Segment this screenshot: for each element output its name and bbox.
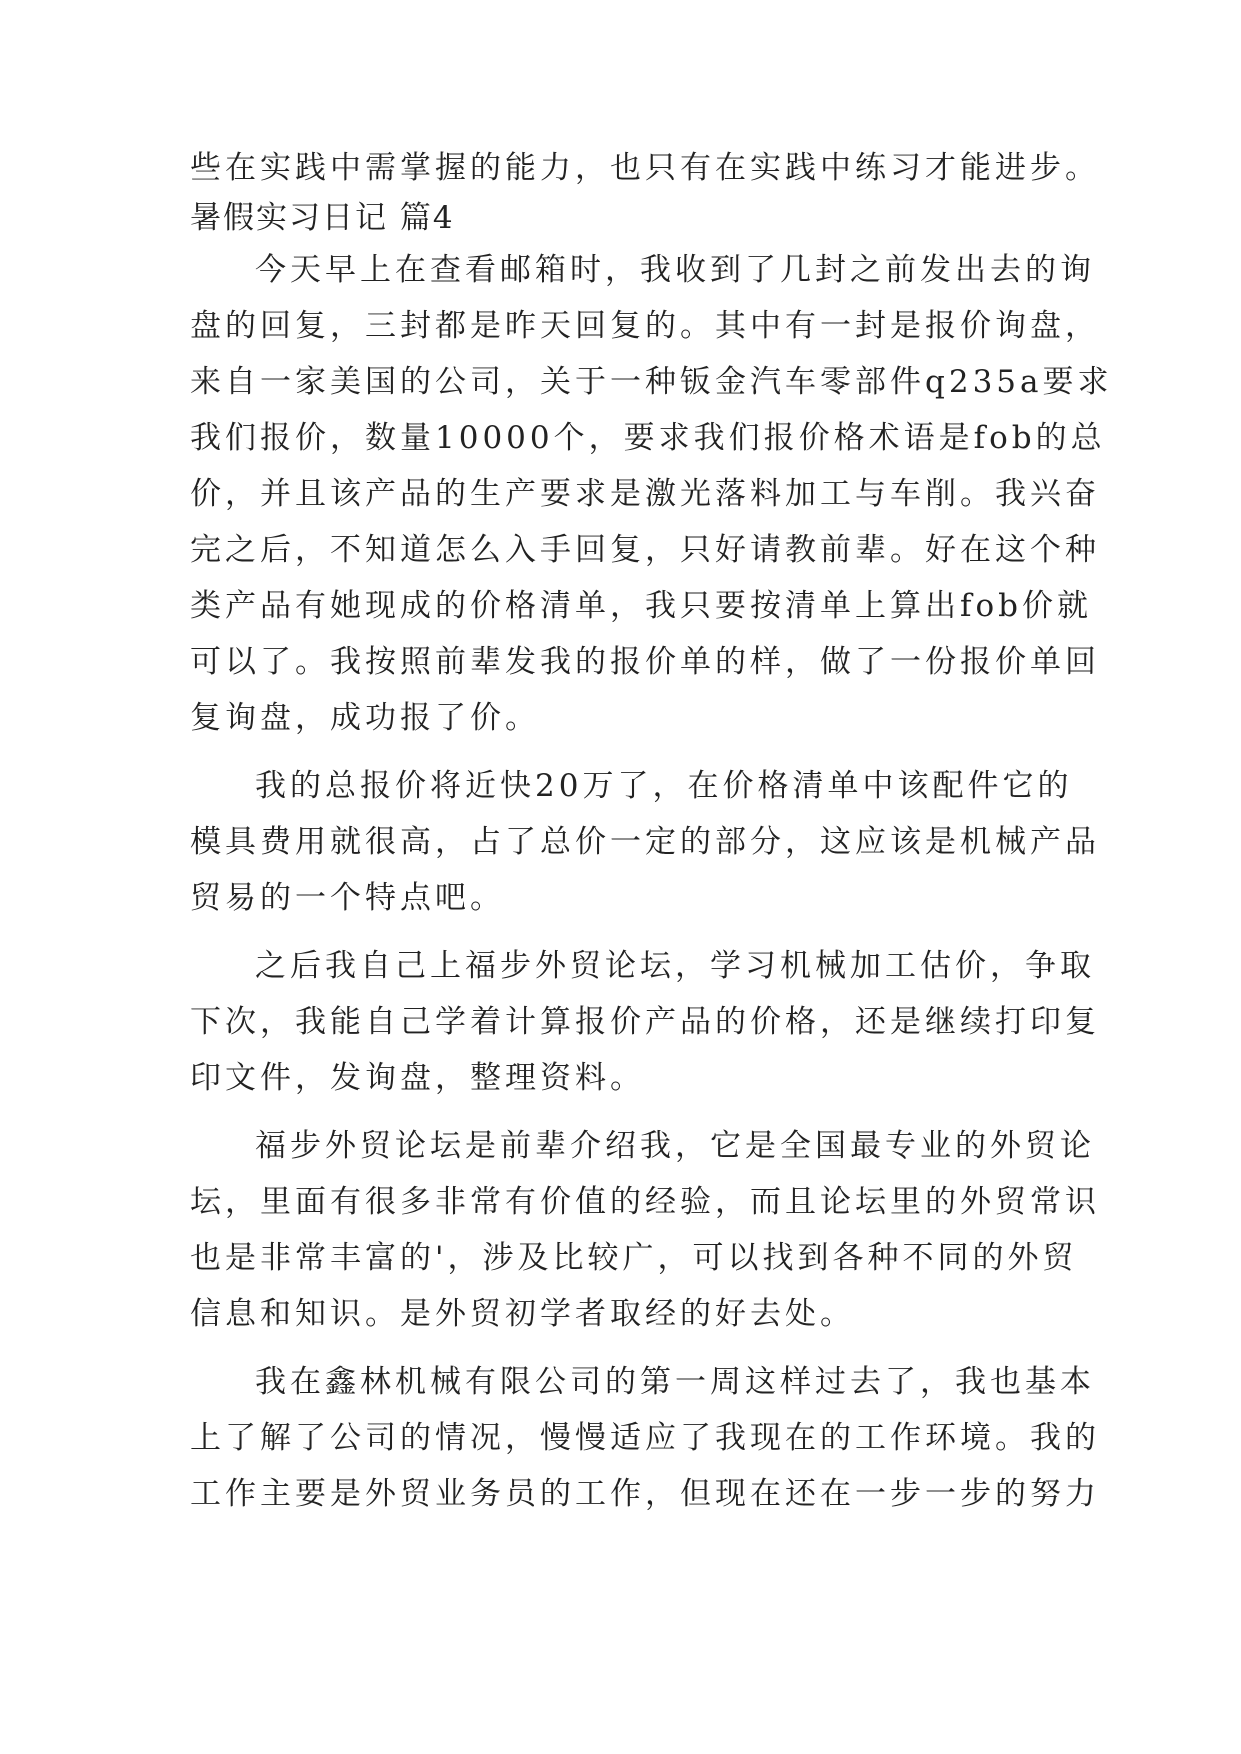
opening-line: 些在实践中需掌握的能力，也只有在实践中练习才能进步。 bbox=[190, 150, 1100, 186]
paragraph-5-line-3: 工作主要是外贸业务员的工作，但现在还在一步一步的努力 bbox=[190, 1476, 1100, 1512]
paragraph-1-line-7: 类产品有她现成的价格清单，我只要按清单上算出fob价就 bbox=[190, 588, 1092, 624]
paragraph-4-line-1: 福步外贸论坛是前辈介绍我，它是全国最专业的外贸论 bbox=[255, 1128, 1095, 1164]
paragraph-1-line-8: 可以了。我按照前辈发我的报价单的样，做了一份报价单回 bbox=[190, 644, 1100, 680]
paragraph-2-line-1: 我的总报价将近快20万了，在价格清单中该配件它的 bbox=[255, 768, 1073, 804]
section-heading: 暑假实习日记 篇4 bbox=[190, 200, 455, 236]
paragraph-5-line-2: 上了解了公司的情况，慢慢适应了我现在的工作环境。我的 bbox=[190, 1420, 1100, 1456]
paragraph-4-line-3: 也是非常丰富的'，涉及比较广，可以找到各种不同的外贸 bbox=[190, 1240, 1078, 1276]
paragraph-2-line-2: 模具费用就很高，占了总价一定的部分，这应该是机械产品 bbox=[190, 824, 1100, 860]
paragraph-4-line-2: 坛，里面有很多非常有价值的经验，而且论坛里的外贸常识 bbox=[190, 1184, 1100, 1220]
paragraph-3-line-2: 下次，我能自己学着计算报价产品的价格，还是继续打印复 bbox=[190, 1004, 1100, 1040]
paragraph-1-line-1: 今天早上在查看邮箱时，我收到了几封之前发出去的询 bbox=[255, 252, 1095, 288]
paragraph-3-line-3: 印文件，发询盘，整理资料。 bbox=[190, 1060, 645, 1096]
paragraph-1-line-3: 来自一家美国的公司，关于一种钣金汽车零部件q235a要求 bbox=[190, 364, 1113, 400]
paragraph-1-line-6: 完之后，不知道怎么入手回复，只好请教前辈。好在这个种 bbox=[190, 532, 1100, 568]
paragraph-1-line-5: 价，并且该产品的生产要求是激光落料加工与车削。我兴奋 bbox=[190, 476, 1100, 512]
paragraph-2-line-3: 贸易的一个特点吧。 bbox=[190, 880, 505, 916]
paragraph-5-line-1: 我在鑫林机械有限公司的第一周这样过去了，我也基本 bbox=[255, 1364, 1095, 1400]
paragraph-3-line-1: 之后我自己上福步外贸论坛，学习机械加工估价，争取 bbox=[255, 948, 1095, 984]
paragraph-1-line-2: 盘的回复，三封都是昨天回复的。其中有一封是报价询盘， bbox=[190, 308, 1100, 344]
paragraph-1-line-9: 复询盘，成功报了价。 bbox=[190, 700, 540, 736]
paragraph-1-line-4: 我们报价，数量10000个，要求我们报价格术语是fob的总 bbox=[190, 420, 1106, 456]
paragraph-4-line-4: 信息和知识。是外贸初学者取经的好去处。 bbox=[190, 1296, 855, 1332]
